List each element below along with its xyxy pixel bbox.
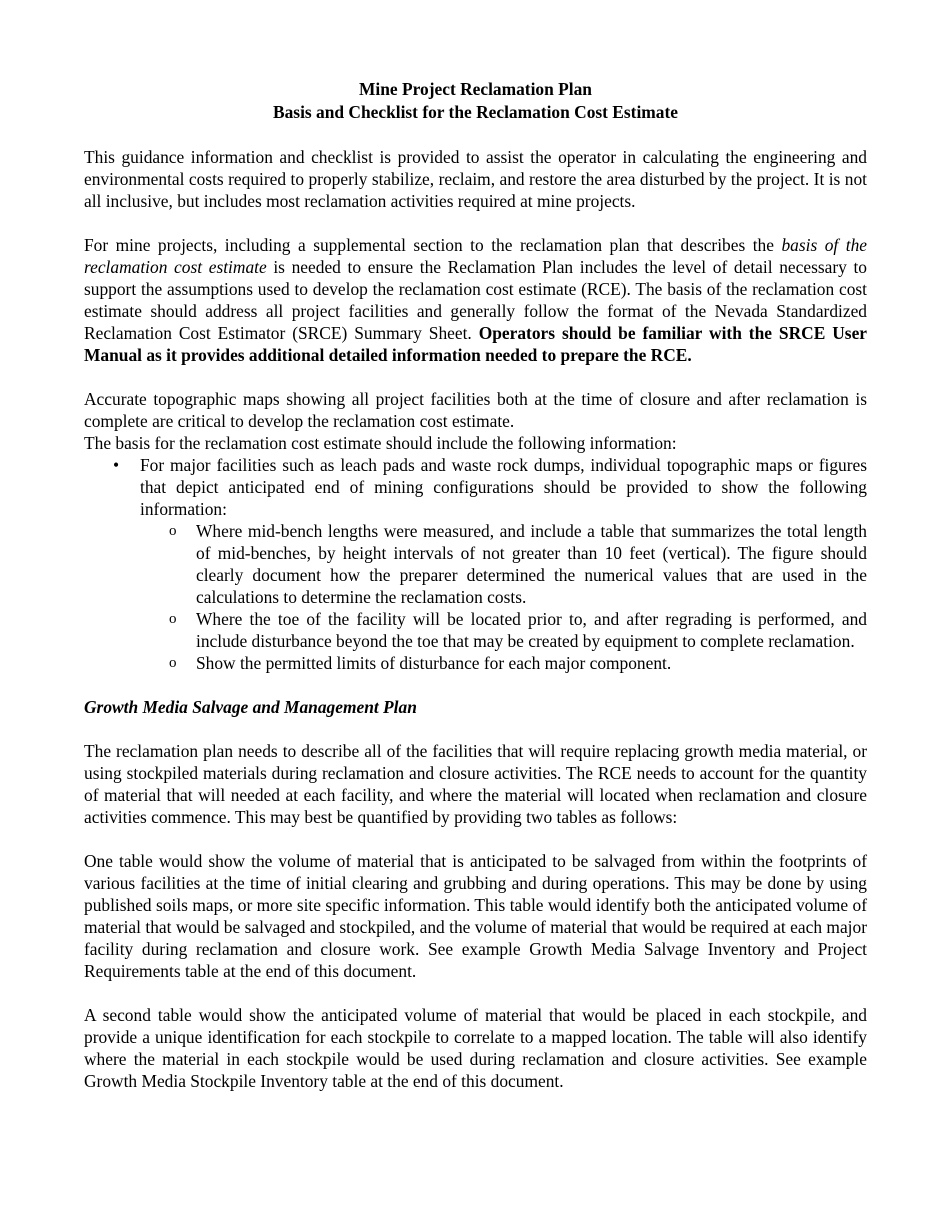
list-item — [140, 520, 867, 608]
sub-bullet-list — [140, 520, 867, 674]
circle-bullet-icon: o — [169, 523, 177, 539]
basis-paragraph-text-middle: is needed to ensure the Reclamation Plan includes the level of detail necessary to support the assumptions used to develop the reclamation cost estimate (RCE). The basis of the reclamation cost estimate should address all project facilities and generally follow the format of the Nevada Standardized Reclamation Cost Estimator (SRCE) Summary Sheet. — [84, 257, 867, 343]
document-title-line1: Mine Project Reclamation Plan — [359, 79, 592, 99]
basis-paragraph-italic: basis of the reclamation cost estimate — [84, 235, 867, 277]
intro-paragraph: This guidance information and checklist is provided to assist the operator in calculating the engineering and environmental costs required to properly stabilize, reclaim, and restore the area disturbed by the project. It is not all inclusive, but includes most reclamation activities required at mine projects. — [84, 147, 867, 211]
basis-include-paragraph: The basis for the reclamation cost estimate should include the following information: — [84, 433, 677, 453]
bullet-text: For major facilities such as leach pads and waste rock dumps, individual topographic maps or figures that depict anticipated end of mining configurations should be provided to show the following information: — [140, 455, 867, 519]
list-item — [140, 652, 867, 674]
sub-bullet-text: Where mid-bench lengths were measured, and include a table that summarizes the total length of mid-benches, by height intervals of not greater than 10 feet (vertical). The figure should clearly document how the preparer determined the numerical values that are used in the calculations to determine the reclamation costs. — [196, 521, 867, 607]
basis-paragraph-bold: Operators should be familiar with the SRCE User Manual as it provides additional detailed information needed to prepare the RCE. — [84, 323, 868, 365]
basis-paragraph-text-start: For mine projects, including a supplemental section to the reclamation plan that describes the — [84, 235, 782, 255]
bullet-icon: • — [113, 455, 120, 475]
growth-media-paragraph-1: The reclamation plan needs to describe all of the facilities that will require replacing growth media material, or using stockpiled materials during reclamation and closure activities. The RCE needs to account for the quantity of material that will needed at each facility, and where the material will located when reclamation and closure activities commence. This may best be quantified by providing two tables as follows: — [84, 741, 867, 827]
document-title-line2: Basis and Checklist for the Reclamation Cost Estimate — [273, 102, 678, 122]
sub-bullet-text: Where the toe of the facility will be located prior to, and after regrading is performed, and include disturbance beyond the toe that may be created by equipment to complete reclamation. — [196, 609, 867, 651]
growth-media-paragraph-2: One table would show the volume of material that is anticipated to be salvaged from within the footprints of various facilities at the time of initial clearing and grubbing and during operations. This may be done by using published soils maps, or more site specific information. This table would identify both the anticipated volume of material that would be salvaged and stockpiled, and the volume of material that would be required at each major facility during reclamation and closure work. See example Growth Media Salvage Inventory and Project Requirements table at the end of this document. — [84, 851, 867, 981]
topographic-maps-paragraph: Accurate topographic maps showing all project facilities both at the time of closure and after reclamation is complete are critical to develop the reclamation cost estimate. — [84, 389, 867, 431]
list-item — [140, 608, 867, 652]
list-item — [84, 454, 867, 674]
document-page — [84, 78, 867, 1092]
circle-bullet-icon: o — [169, 611, 177, 627]
bullet-list — [84, 454, 867, 674]
growth-media-paragraph-3: A second table would show the anticipated volume of material that would be placed in each stockpile, and provide a unique identification for each stockpile to correlate to a mapped location. The table will also identify where the material in each stockpile would be used during reclamation and closure activities. See example Growth Media Stockpile Inventory table at the end of this document. — [84, 1005, 867, 1091]
circle-bullet-icon: o — [169, 655, 177, 671]
basis-paragraph — [84, 234, 867, 366]
section-heading: Growth Media Salvage and Management Plan — [84, 697, 417, 717]
sub-bullet-text: Show the permitted limits of disturbance for each major component. — [196, 653, 672, 673]
